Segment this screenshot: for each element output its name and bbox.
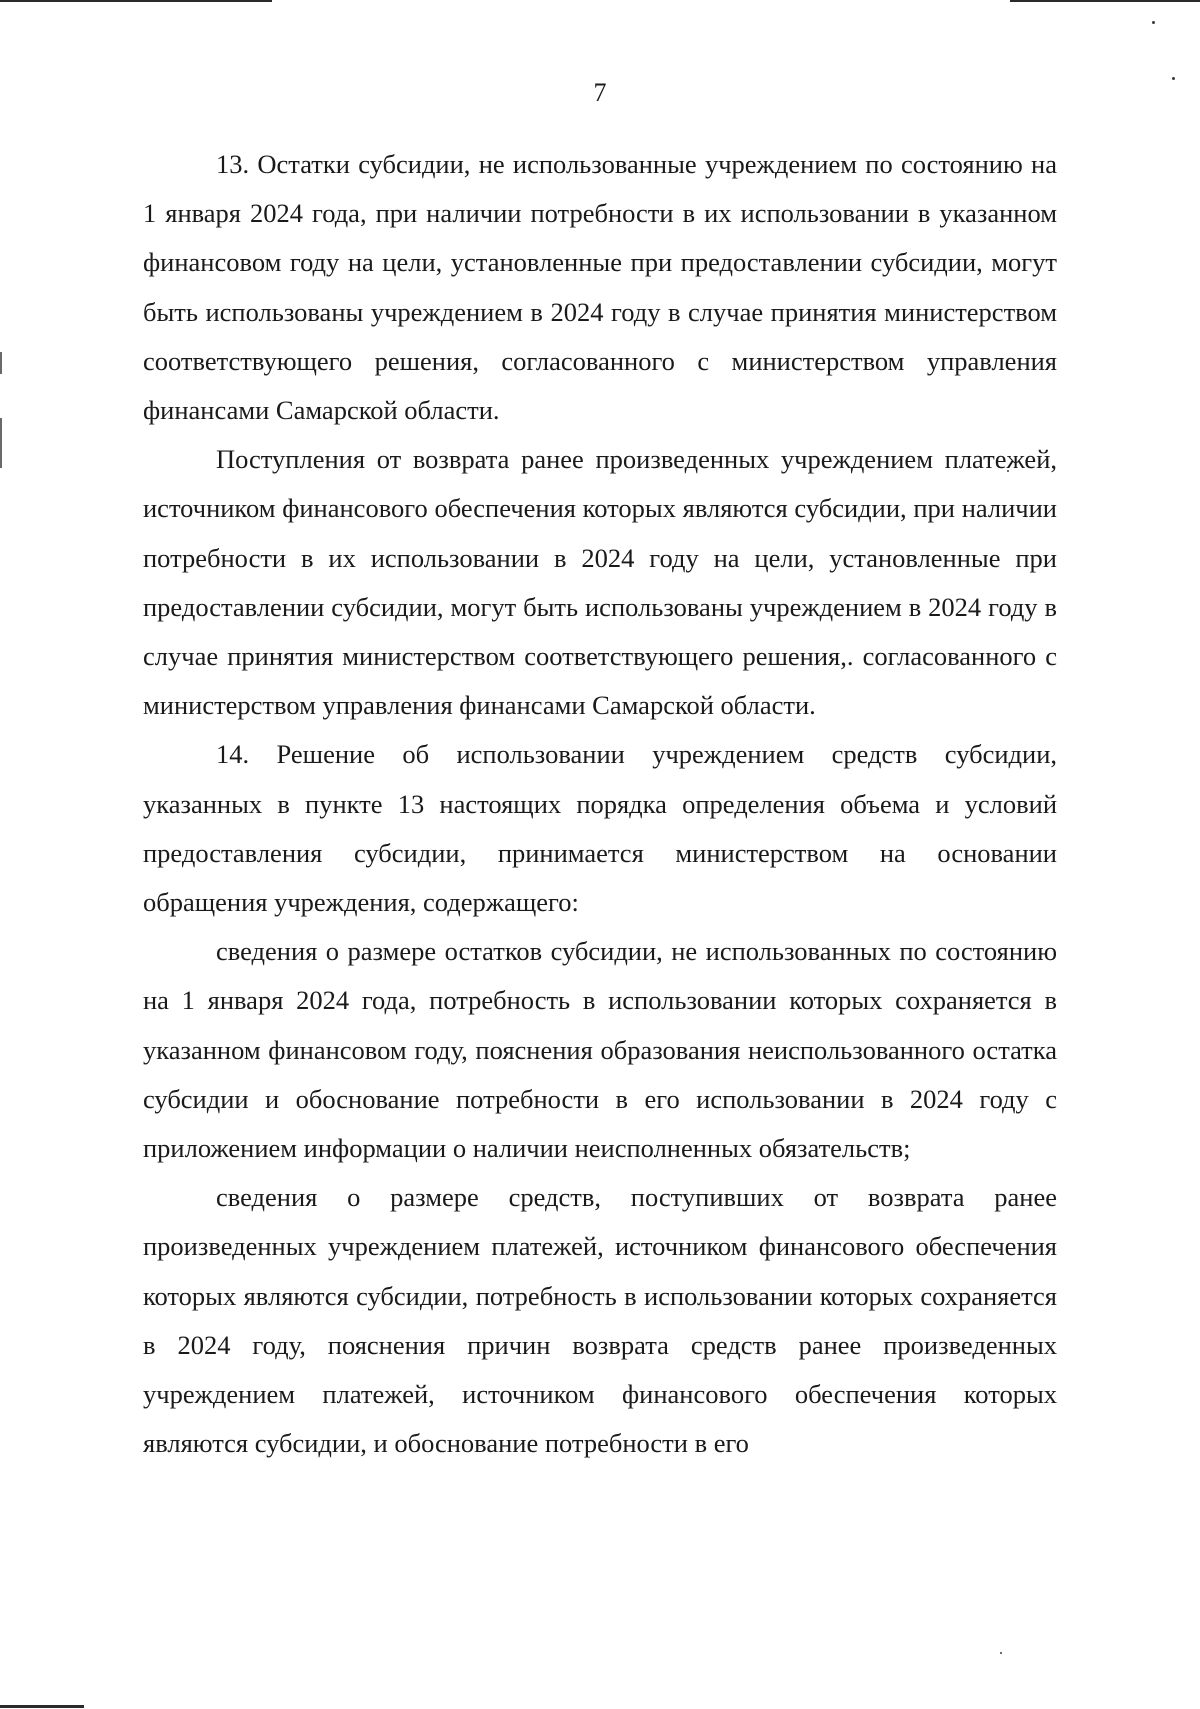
scan-edge-bottom-left bbox=[0, 1705, 84, 1708]
scan-edge-top-right bbox=[1010, 0, 1200, 2]
paragraph-balance-info: сведения о размере остатков субсидии, не использованных по состоянию на 1 января 2024 года, потребность в использовании которых сохраняется в указанном финансовом году, пояснения образования неиспользованного остатка субсидии и обоснование потребности в его использовании в 2024 году с приложением информации о наличии неисполненных обязательств; bbox=[143, 936, 1057, 1164]
scan-margin-mark bbox=[0, 418, 2, 468]
scan-margin-mark bbox=[0, 352, 2, 374]
document-body bbox=[143, 140, 1057, 1468]
paragraph-14: 14. Решение об использовании учреждением средств субсидии, указанных в пункте 13 настоящих порядка определения объема и условий предоставления субсидии, принимается министерством на основании обращения учреждения, содержащего: bbox=[143, 739, 1057, 918]
page-number: 7 bbox=[593, 78, 607, 107]
scan-speck bbox=[1152, 21, 1155, 24]
scan-speck bbox=[1000, 1652, 1002, 1654]
paragraph-returned-funds-info: сведения о размере средств, поступивших от возврата ранее произведенных учреждением платежей, источником финансового обеспечения которых являются субсидии, потребность в использовании которых сохраняется в 2024 году, пояснения причин возврата средств ранее произведенных учреждением платежей, источником финансового обеспечения которых являются субсидии, и обоснование потребности в его bbox=[143, 1182, 1057, 1459]
scan-edge-top-left bbox=[0, 0, 272, 2]
paragraph-receipts: Поступления от возврата ранее произведенных учреждением платежей, источником финансового обеспечения которых являются субсидии, при наличии потребности в их использовании в 2024 году на цели, установленные при предоставлении субсидии, могут быть использованы учреждением в 2024 году в случае принятия министерством соответствующего решения,. согласованного с министерством управления финансами Самарской области. bbox=[143, 444, 1057, 721]
paragraph-13: 13. Остатки субсидии, не использованные учреждением по состоянию на 1 января 2024 года, при наличии потребности в их использовании в указанном финансовом году на цели, установленные при предоставлении субсидии, могут быть использованы учреждением в 2024 году в случае принятия министерством соответствующего решения, согласованного с министерством управления финансами Самарской области. bbox=[143, 149, 1057, 426]
